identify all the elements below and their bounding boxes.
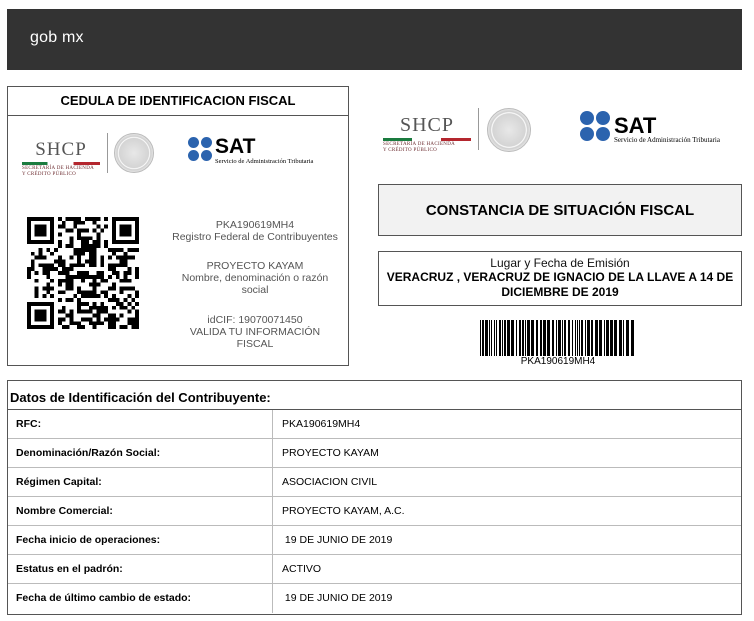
mexico-seal-icon-right [487, 108, 531, 152]
sat-subtitle: Servicio de Administración Tributaria [215, 158, 314, 165]
row-label: Régimen Capital: [16, 476, 102, 488]
cedula-rfc: PKA190619MH4 [215, 219, 295, 231]
table-row [8, 410, 741, 439]
cedula-rfc-label: Registro Federal de Contribuyentes [172, 231, 338, 243]
shcp-subtitle-1-right: SECRETARÍA DE HACIENDA [383, 142, 456, 147]
row-value: PROYECTO KAYAM, A.C. [282, 505, 405, 517]
table-row [8, 555, 741, 584]
cedula-validate: VALIDA TU INFORMACIÓN FISCAL [189, 326, 321, 350]
shcp-subtitle-1: SECRETARÍA DE HACIENDA [22, 166, 95, 171]
datos-contribuyente-table [7, 380, 742, 615]
datos-title: Datos de Identificación del Contribuyente: [8, 381, 741, 410]
shcp-subtitle-2: Y CRÉDITO PÚBLICO [22, 172, 76, 177]
flag-stripe-right [383, 138, 471, 141]
table-row [8, 497, 741, 526]
table-row [8, 468, 741, 497]
lugar-fecha-box [378, 251, 742, 306]
shcp-logo-right [383, 114, 471, 154]
cedula-title: CEDULA DE IDENTIFICACION FISCAL [8, 87, 348, 116]
row-value: 19 DE JUNIO DE 2019 [282, 592, 393, 604]
top-bar [7, 9, 742, 70]
gobmx-logo[interactable]: gob mx [30, 29, 84, 46]
shcp-subtitle-2-right: Y CRÉDITO PÚBLICO [383, 148, 437, 153]
lugar-fecha-label: Lugar y Fecha de Emisión [490, 256, 630, 270]
sat-wordmark: SAT [215, 135, 256, 158]
sat-subtitle-right: Servicio de Administración Tributaria [614, 136, 720, 144]
constancia-title: CONSTANCIA DE SITUACIÓN FISCAL [378, 184, 742, 236]
cedula-idcif: idCIF: 19070071450 [207, 314, 303, 326]
row-label: Fecha de último cambio de estado: [16, 592, 192, 604]
barcode-text: PKA190619MH4 [520, 356, 596, 367]
table-row [8, 584, 741, 613]
sat-dots-icon-right [580, 111, 610, 141]
row-value: ACTIVO [282, 563, 322, 575]
row-value: ASOCIACION CIVIL [282, 476, 378, 488]
shcp-logo [22, 139, 100, 178]
row-label: RFC: [16, 418, 42, 430]
shcp-wordmark-right: SHCP [399, 114, 455, 136]
row-label: Denominación/Razón Social: [16, 447, 161, 459]
cedula-name: PROYECTO KAYAM [206, 260, 304, 272]
row-value: PKA190619MH4 [282, 418, 361, 430]
row-value: 19 DE JUNIO DE 2019 [282, 534, 393, 546]
shcp-wordmark: SHCP [35, 139, 87, 160]
sat-wordmark-right: SAT [614, 113, 657, 138]
logo-divider [107, 133, 108, 173]
qr-code[interactable] [27, 217, 139, 329]
flag-stripe [22, 162, 100, 165]
row-label: Nombre Comercial: [16, 505, 113, 517]
logo-divider-right [478, 108, 479, 150]
mexico-seal-icon [114, 133, 154, 173]
barcode [480, 320, 636, 356]
sat-dots-icon [188, 137, 212, 161]
table-row [8, 439, 741, 468]
row-label: Estatus en el padrón: [16, 563, 123, 575]
cedula-name-label: Nombre, denominación o razón social [181, 272, 329, 296]
row-value: PROYECTO KAYAM [282, 447, 379, 459]
table-row [8, 526, 741, 555]
row-label: Fecha inicio de operaciones: [16, 534, 161, 546]
lugar-fecha-value: VERACRUZ , VERACRUZ DE IGNACIO DE LA LLAVE A 14 DE DICIEMBRE DE 2019 [386, 270, 734, 299]
